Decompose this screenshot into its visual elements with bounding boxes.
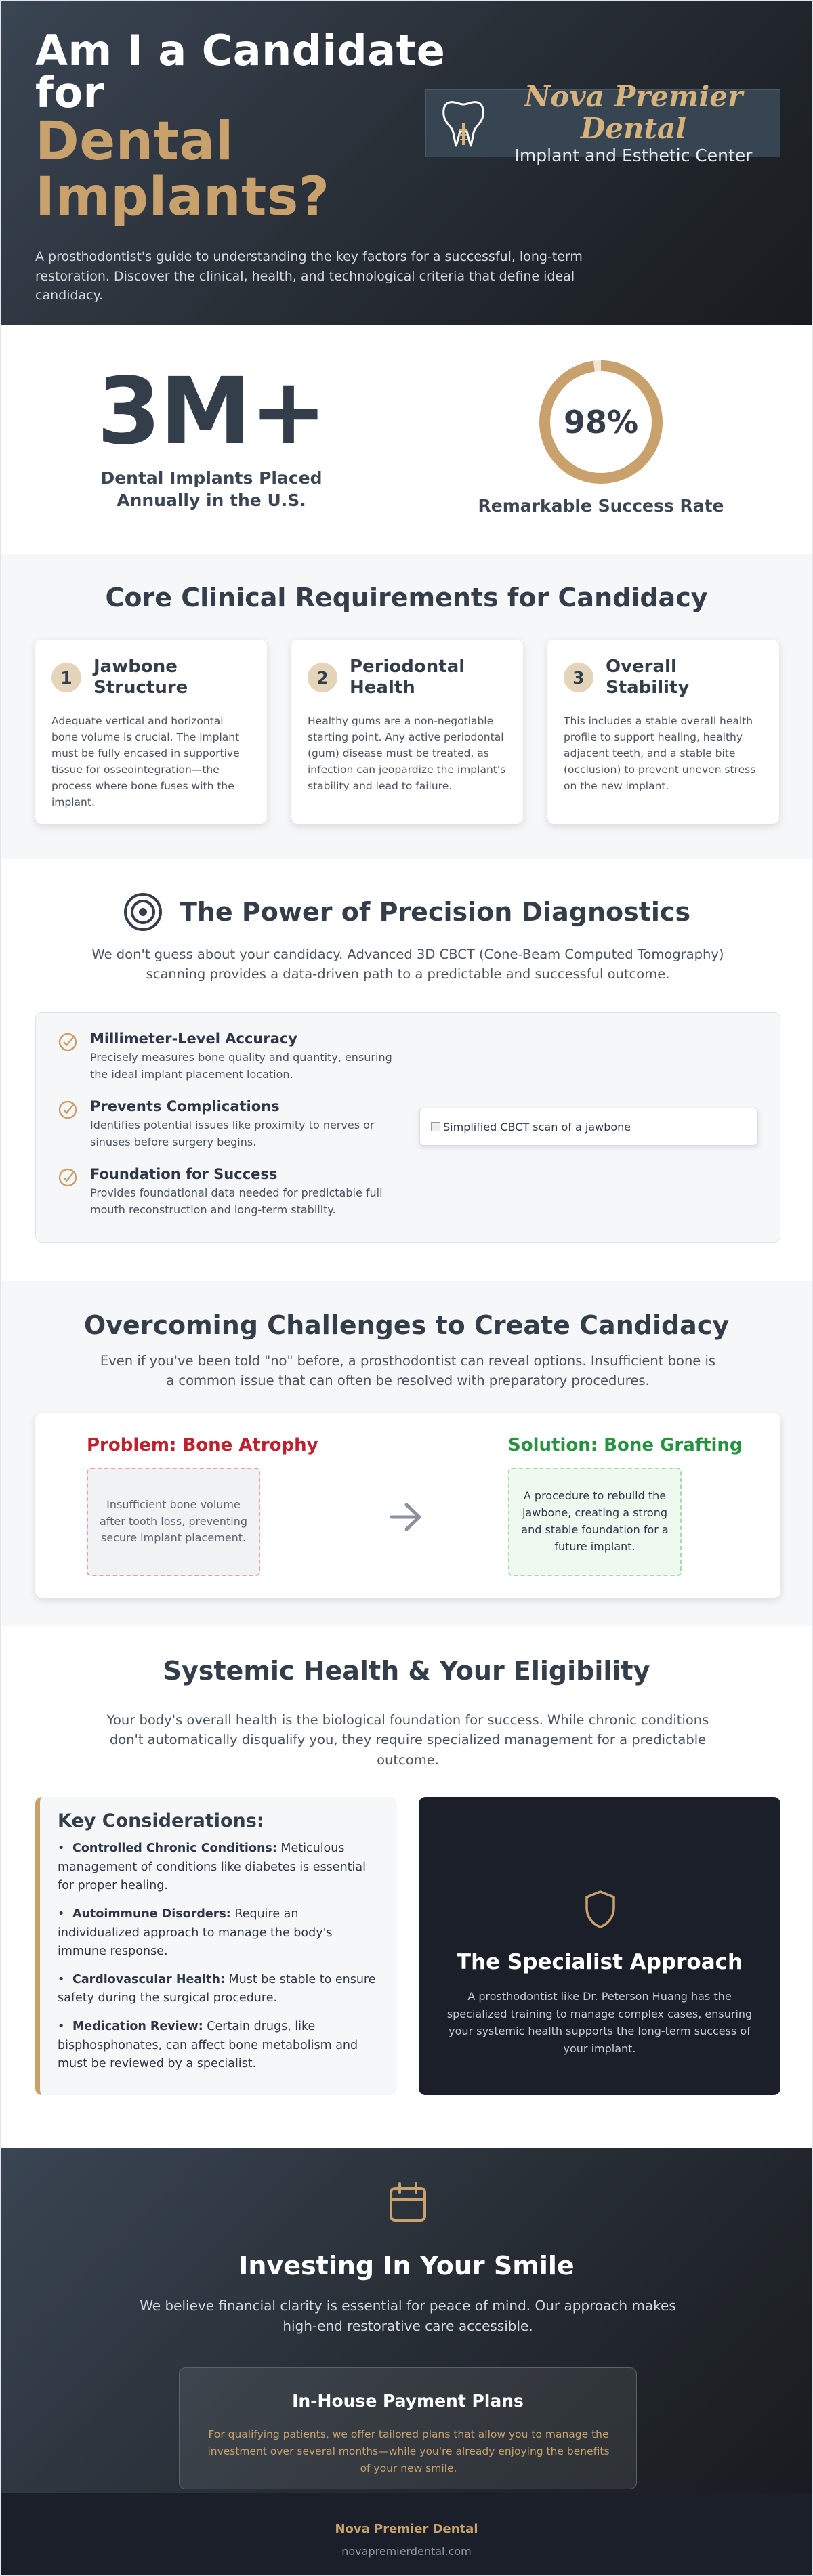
bullet: •	[58, 1842, 65, 1855]
list-item-text: Certain drugs, like bisphosphonates, can affect bone metabolism and must be reviewed by a specialist.	[58, 2020, 358, 2071]
investing-section	[1, 2148, 812, 2493]
arrow-right-icon	[388, 1500, 424, 1534]
list-item-heading: Autoimmune Disorders:	[72, 1907, 231, 1921]
core-title: Core Clinical Requirements for Candidacy	[105, 583, 708, 612]
hero-subtitle: A prosthodontist's guide to understanding the key factors for a successful, long-term restoration. Discover the clinical, health, and technological criteria that define ideal candidacy.	[35, 249, 583, 304]
core-requirements-section	[1, 554, 812, 859]
card-number-badge: 3	[564, 663, 593, 692]
feature-text: Identifies potential issues like proximity to nerves or sinuses before surgery begins.	[90, 1119, 375, 1148]
card-number-badge: 1	[51, 663, 81, 692]
systemic-title: Systemic Health & Your Eligibility	[163, 1656, 650, 1686]
card-text: Healthy gums are a non-negotiable starting point. Any active periodontal (gum) disease must be treated, as infection can jeopardize the implant's stability and lead to failure.	[308, 715, 506, 793]
bullet: •	[58, 2020, 65, 2034]
bullet: •	[58, 1907, 65, 1921]
cbct-image-alt: Simplified CBCT scan of a jawbone	[443, 1120, 631, 1134]
card-periodontal	[291, 640, 523, 824]
challenges-section	[1, 1281, 812, 1626]
solution-title: Solution: Bone Grafting	[508, 1435, 743, 1455]
diagnostics-panel	[35, 1012, 780, 1243]
hero-title-line2: for	[35, 68, 104, 117]
footer-practice-name: Nova Premier Dental	[335, 2522, 478, 2536]
implants-value: 3M+	[97, 358, 326, 465]
card-number-badge: 2	[308, 663, 337, 692]
feature-title: Millimeter-Level Accuracy	[90, 1031, 297, 1047]
diagnostics-section	[1, 859, 812, 1281]
investing-title: Investing In Your Smile	[238, 2251, 575, 2281]
logo	[425, 80, 780, 165]
card-text: Adequate vertical and horizontal bone volume is crucial. The implant must be fully encased in supportive tissue for osseointegration—the process where bone fuses with the implant.	[51, 715, 240, 809]
problem-text: Insufficient bone volume after tooth loss, preventing secure implant placement.	[99, 1497, 248, 1545]
list-item-text: Must be stable to ensure safety during the surgical procedure.	[58, 1972, 376, 2006]
calendar-icon	[388, 2182, 428, 2224]
list-item	[58, 1905, 381, 1961]
specialist-approach-card	[419, 1797, 780, 2095]
hero-title	[35, 26, 455, 228]
check-circle-icon	[58, 1100, 78, 1120]
problem-solution-panel	[35, 1413, 780, 1598]
specialist-title: The Specialist Approach	[456, 1950, 743, 1974]
tooth-implant-icon	[440, 96, 487, 150]
payment-plans-text: For qualifying patients, we offer tailored plans that allow you to manage the investment over several months—while you're already enjoying the benefits of your new smile.	[207, 2428, 610, 2474]
card-stability	[547, 640, 779, 824]
hero-section	[1, 1, 812, 325]
list-item-text: Meticulous management of conditions like diabetes is essential for proper healing.	[58, 1842, 366, 1893]
success-ring	[537, 358, 665, 486]
key-considerations-title: Key Considerations:	[58, 1810, 264, 1831]
list-item-text: Require an individualized approach to manage the body's immune response.	[58, 1907, 333, 1959]
check-circle-icon	[58, 1167, 78, 1188]
specialist-text: A prosthodontist like Dr. Peterson Huang has the specialized training to manage complex cases, ensuring your systemic health supports the long-term success of your implant.	[446, 1990, 753, 2055]
solution-text: A procedure to rebuild the jawbone, creating a strong and stable foundation for a future implant.	[521, 1489, 669, 1553]
card-title: Jawbone Structure	[93, 656, 188, 698]
card-jawbone	[35, 640, 267, 824]
problem-title: Problem: Bone Atrophy	[87, 1435, 318, 1455]
hero-title-gold2: Implants?	[35, 166, 330, 228]
card-text: This includes a stable overall health profile to support healing, healthy adjacent teeth, and a stable bite (occlusion) to prevent uneven stress on the new implant.	[564, 715, 756, 793]
logo-tagline: Implant and Esthetic Center	[514, 145, 753, 165]
card-title: Overall Stability	[606, 656, 690, 698]
cbct-scan-image	[419, 1108, 758, 1146]
broken-image-icon	[431, 1122, 440, 1131]
hero-title-line1: Am I a Candidate	[35, 26, 446, 75]
payment-plans-title: In-House Payment Plans	[292, 2391, 524, 2411]
shield-icon	[583, 1889, 617, 1930]
bullet: •	[58, 1972, 65, 1987]
card-title: Periodontal Health	[350, 656, 465, 698]
diagnostics-title: The Power of Precision Diagnostics	[179, 897, 691, 927]
list-item	[58, 2018, 381, 2074]
list-item	[58, 1840, 381, 1896]
solution-box	[508, 1468, 682, 1576]
feature-title: Foundation for Success	[90, 1166, 278, 1182]
feature-text: Provides foundational data needed for predictable full mouth reconstruction and long-term stability.	[90, 1186, 383, 1216]
feature-item	[58, 1166, 410, 1219]
list-item-heading: Controlled Chronic Conditions:	[72, 1842, 277, 1855]
target-icon	[123, 892, 163, 932]
payment-plans-card	[179, 2367, 637, 2489]
success-value: 98%	[563, 404, 639, 440]
success-label: Remarkable Success Rate	[478, 496, 724, 516]
footer	[1, 2493, 812, 2575]
stats-section	[1, 325, 812, 554]
systemic-subtitle: Your body's overall health is the biological foundation for success. While chronic conditions don't automatically disqualify you, they require specialized management for a predictable outcome.	[106, 1712, 709, 1768]
list-item	[58, 1971, 381, 2008]
list-item-heading: Medication Review:	[72, 2020, 203, 2034]
feature-item	[58, 1031, 410, 1083]
hero-title-gold1: Dental	[35, 111, 234, 172]
systemic-health-section	[1, 1626, 812, 2148]
challenges-subtitle: Even if you've been told "no" before, a prosthodontist can reveal options. Insufficient bone is a common issue that can often be resolved with preparatory procedures.	[100, 1353, 716, 1389]
key-considerations-box	[35, 1797, 397, 2095]
challenges-title: Overcoming Challenges to Create Candidacy	[83, 1310, 730, 1340]
investing-subtitle: We believe financial clarity is essential for peace of mind. Our approach makes high-end restorative care accessible.	[140, 2298, 676, 2334]
list-item-heading: Cardiovascular Health:	[72, 1972, 225, 1987]
feature-text: Precisely measures bone quality and quantity, ensuring the ideal implant placement location.	[90, 1051, 392, 1081]
diagnostics-subtitle: We don't guess about your candidacy. Advanced 3D CBCT (Cone-Beam Computed Tomography) scanning provides a data-driven path to a predictable and successful outcome.	[91, 947, 724, 982]
footer-website-link[interactable]: novapremierdental.com	[341, 2545, 472, 2558]
feature-item	[58, 1098, 410, 1151]
check-circle-icon	[58, 1032, 78, 1052]
implants-label: Dental Implants Placed Annually in the U.S.	[100, 468, 322, 510]
problem-box	[87, 1468, 260, 1576]
implants-stat	[62, 358, 360, 512]
logo-name: Nova Premier Dental	[524, 80, 743, 145]
feature-title: Prevents Complications	[90, 1098, 280, 1115]
